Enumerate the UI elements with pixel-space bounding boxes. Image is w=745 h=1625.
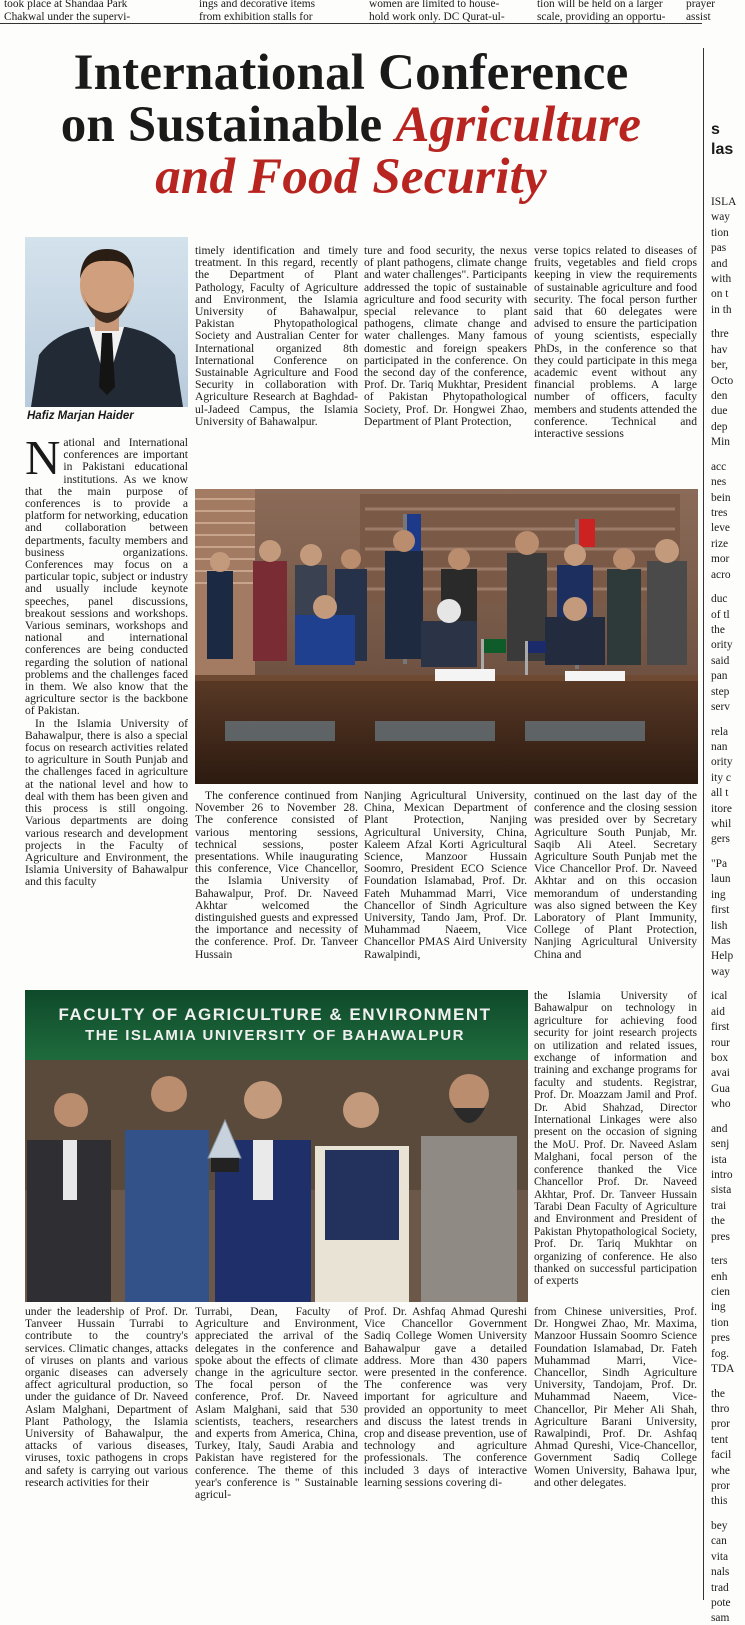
edge-fragment: senj: [711, 1138, 730, 1151]
column-1-mid: [25, 776, 188, 986]
author-caption: Hafiz Marjan Haider: [27, 410, 134, 422]
edge-fragment: mor: [711, 553, 730, 566]
article-headline: [0, 47, 702, 203]
edge-fragment: sista: [711, 1184, 732, 1197]
award-photo: [25, 990, 528, 1302]
edge-fragment: ity c: [711, 771, 731, 784]
edge-fragment: this: [711, 1495, 728, 1508]
edge-fragment: duc: [711, 593, 728, 606]
edge-fragment: first: [711, 1021, 730, 1034]
edge-fragment: pan: [711, 670, 728, 683]
edge-fragment: tion: [711, 226, 729, 239]
edge-fragment: bein: [711, 491, 731, 504]
edge-fragment: gers: [711, 833, 730, 846]
edge-fragment: tres: [711, 507, 728, 519]
column-1-bottom: under the leadership of Prof. Dr. Tanveer Hussain Turrabi to contribute to the country's services. Climatic changes, attacks of viruses on plants and various organic diseases can adversely affect agricultural production, so under the guidance of Dr. Naveed Aslam Malghani, Department of Plant Pathology, the Islamia University of Bahawalpur, the attacks of various diseases, viruses, toxic pathogens in crops and safety is carrying out various research activities for their: [25, 1305, 188, 1489]
edge-fragment: acc: [711, 460, 727, 473]
edge-fragment: the: [711, 624, 725, 636]
edge-fragment: ber,: [711, 359, 728, 372]
edge-fragment: avai: [711, 1067, 730, 1080]
edge-fragment: pas: [711, 242, 727, 255]
edge-fragment: ters: [711, 1255, 728, 1268]
edge-fragment: the: [711, 1387, 725, 1400]
edge-fragment: tion: [711, 1316, 729, 1329]
edge-fragment: bey: [711, 1520, 728, 1532]
edge-fragment: all t: [711, 787, 729, 800]
edge-fragment: first: [711, 904, 730, 917]
edge-fragment: hav: [711, 343, 728, 356]
edge-fragment: pres: [711, 1230, 730, 1243]
column-4-top: verse topics related to diseases of fruits, vegetables and field crops keeping in view the requirements of sustainable agriculture and food security. The focal person further said that 60 delegates were advised to ensure the participation of young scientists, especially PhDs, in the conference so that they could participate in this mega academic event without any financial problems. A large number of officers, faculty members and students attended the conference. Technical and interactive sessions: [534, 244, 697, 441]
edge-fragment: step: [711, 685, 730, 698]
edge-fragment: pror: [711, 1480, 730, 1492]
column-4-mid: continued on the last day of the conference and the closing session was presided over by Secretary Agriculture South Punjab, Mr. Saqib Ali Ateel. Secretary Agriculture South Punjab met the Vice Chancellor Prof. Dr. Naveed Akhtar and on this occasion memorandum of understanding was also signed between the Key Laboratory of Plant Immunity, College of Plant Protection, Nanjing Agricultural University China and: [534, 789, 697, 961]
adjacent-story-edge: s las ISLA way tion pas and with on t in th thre hav ber, Octo den due dep Min acc nes bein tres leve rize mor acro duc of tl the ority said pan step serv rela nan ority ity c all t itore whil gers "Pa laun ing first lish Mas Help way ical aid first rour box avai Gua who and senj ista intro sista trai the pres ters enh cien ing tion pres fog. TDA the thro pror tent facil whe pror this bey can vita nals trad pote sam: [711, 121, 737, 1625]
author-portrait-image: [25, 237, 188, 407]
edge-fragment: intro: [711, 1169, 733, 1181]
edge-fragment: with: [711, 273, 732, 285]
headline-line-1: International Conference: [73, 45, 629, 101]
column-2-mid: The conference continued from November 26 to November 28. The conference consisted of various mentoring sessions, technical sessions, poster presentations. While inaugurating this conference, Vice Chancellor, the Islamia University of Bahawalpur, Prof. Dr. Naveed Akhtar welcomed the distinguished guests and expressed the importance and necessity of the conference. Prof. Dr. Tanveer Hussain: [195, 789, 358, 961]
top-divider: [0, 23, 702, 24]
column-2-top: timely identification and timely treatment. In this regard, recently the Department of Plant Pathology, Faculty of Agriculture and Environment, the Islamia University of Bahawalpur, Pakistan Phytopathological Society and Australian Center for International organized 8th International Conference on Sustainable Agriculture and Food Security in collaboration with Agriculture Research at Baghdad-ul-Jadeed Campus, the Islamia University of Bahawalpur.: [195, 244, 358, 428]
headline-line-2: on Sustainable Agriculture: [60, 97, 642, 153]
column-3-mid: Nanjing Agricultural University, China, Mexican Department of Plant Protection, Nanjing Agricultural University, China, Kaleem Afzal Korti Agricultural Science, Manzoor Hussain Soomro, President ECO Science Foundation Islamabad, Prof. Dr. Fateh Muhammad Marri, Vice Chancellor of Sindh Agriculture University, Tando Jam, Prof. Dr. Muhammad Naeem, Vice Chancellor PMAS Aird University Rawalpindi,: [364, 789, 527, 961]
column-4-lower: the Islamia University of Bahawalpur on technology in agriculture for achieving food security for joint research projects on utilization and related issues, exchange of information and training and exchange programs for faculty and students. Registrar, Prof. Dr. Moazzam Jamil and Prof. Dr. Abid Shahzad, Director International Linkages were also present on the occasion of signing the MoU. Prof. Dr. Naveed Aslam Malghani, focal person of the conference thanked the Vice Chancellor Prof. Dr. Naveed Akhtar, Prof. Dr. Tanveer Hussain Tarabi Dean Faculty of Agriculture and Environment and President of Pakistan Phytopathological Society, Prof. Dr. Tariq Mukhtar on organizing of conference. He also thanked on successful participation of experts: [534, 990, 697, 1288]
edge-fragment: pote: [711, 1597, 731, 1609]
edge-fragment: ista: [711, 1153, 727, 1166]
headline-line-3: and Food Security: [155, 149, 547, 205]
edge-fragment: "Pa: [711, 858, 728, 870]
edge-fragment: ical: [711, 990, 728, 1003]
edge-fragment: den: [711, 390, 728, 402]
edge-fragment: Gua: [711, 1082, 730, 1095]
edge-fragment: pror: [711, 1418, 730, 1431]
banner-line-1: FACULTY OF AGRICULTURE & ENVIRONMENT: [58, 1005, 492, 1024]
column-3-top: ture and food security, the nexus of plant pathogens, climate change and water challenges". Participants addressed the topic of sustainable agriculture and food security with special relevance to plant pathogens, climate change and water challenges. Many famous domestic and foreign speakers participated in the conference. On the second day of the conference, Prof. Dr. Tariq Mukhtar, President of Pakistan Phytopathological Society, Prof. Dr. Hongwei Zhao, Department of Plant Protection,: [364, 244, 527, 428]
edge-fragment: on t: [711, 288, 729, 301]
edge-fragment: sam: [711, 1612, 730, 1625]
edge-fragment: in th: [711, 303, 732, 316]
edge-fragment: ority: [711, 756, 733, 769]
edge-fragment: tent: [711, 1433, 729, 1446]
edge-fragment: ing: [711, 888, 726, 901]
edge-fragment: facil: [711, 1449, 732, 1462]
drop-cap: N: [25, 430, 61, 485]
edge-fragment: nals: [711, 1566, 730, 1579]
edge-fragment: enh: [711, 1270, 728, 1283]
column-3-bottom: Prof. Dr. Ashfaq Ahmad Qureshi Vice Chancellor Government Sadiq College Women University Bahawalpur gave a detailed address. More than 430 papers were presented in the conference. The conference was very important for agriculture and provided an opportunity to meet and discuss the latest trends in crop and disease prevention, use of technology and agriculture professionals. The conference included 3 days of interactive learning sessions covering di-: [364, 1305, 527, 1489]
edge-fragment: rela: [711, 725, 729, 738]
intro-column: National and International conferences are important in Pakistani educational institutions. As we know that the main purpose of conferences is to provide a platform for networking, education and collaboration between departments, faculty members and business organizations. Conferences may focus on a particular topic, subject or industry and usually include keynote speeches, panel discussions, breakout sessions and workshops. Various seminars, workshops and national and international conferences are being conducted regarding the solution of national problems and the challenges faced in them. We also know that the agriculture sector is the backbone of Pakistan. In the Islamia University of Bahawalpur, there is also a special focus on research activities related to agriculture in South Punjab and the challenges faced in agriculture at the national level and how to deal with them has been given and this process is still ongoing. Various departments are doing various research and development projects in the Faculty of Agriculture and Environment, the Islamia University of Bahawalpur and this faculty: [25, 430, 188, 889]
edge-fragment: said: [711, 654, 730, 667]
edge-fragment: trad: [711, 1581, 729, 1594]
edge-fragment: due: [711, 405, 728, 418]
edge-fragment: lish: [711, 919, 728, 932]
edge-fragment: itore: [711, 802, 732, 815]
edge-fragment: pres: [711, 1332, 730, 1345]
edge-fragment: nes: [711, 476, 727, 489]
edge-fragment: Octo: [711, 374, 734, 387]
edge-fragment: box: [711, 1052, 729, 1064]
mou-signing-image: [195, 489, 698, 784]
edge-fragment: acro: [711, 568, 731, 581]
edge-fragment: rour: [711, 1036, 730, 1049]
previous-story-strip: took place at Shandaa Park Chakwal under the supervi- ings and decorative items from exhibition stalls for women are limited to house- hold work only. DC Qurat-ul- tion will be held on a larger scale, providing an opportu- prayer assist: [4, 0, 716, 23]
edge-fragment: ing: [711, 1301, 726, 1314]
edge-fragment: way: [711, 211, 730, 224]
edge-fragment: trai: [711, 1199, 727, 1212]
edge-fragment: of tl: [711, 608, 730, 621]
edge-fragment: ISLA: [711, 196, 737, 208]
edge-fragment: cien: [711, 1286, 730, 1298]
edge-fragment: fog.: [711, 1347, 730, 1360]
author-photo: [25, 237, 188, 407]
edge-fragment: leve: [711, 522, 730, 535]
edge-fragment: Help: [711, 950, 734, 963]
edge-fragment: vita: [711, 1550, 729, 1563]
edge-fragment: aid: [711, 1005, 725, 1018]
edge-fragment: can: [711, 1535, 727, 1548]
edge-fragment: ority: [711, 639, 733, 652]
edge-fragment: and: [711, 257, 728, 270]
edge-fragment: rize: [711, 537, 729, 550]
award-image: [25, 990, 528, 1302]
column-2-bottom: Turrabi, Dean, Faculty of Agriculture and Environment, appreciated the arrival of the delegates in the conference and spoke about the effects of climate change in the agriculture sector. The focal person of the conference, Prof. Dr. Naveed Aslam Malghani, said that 530 scientists, teachers, researchers and experts from America, China, Turkey, Italy, Saudi Arabia and Pakistan have registered for the conference. The theme of this year's conference is " Sustainable agricul-: [195, 1305, 358, 1502]
edge-fragment: the: [711, 1215, 725, 1228]
edge-fragment: serv: [711, 701, 730, 713]
column-4-bottom: from Chinese universities, Prof. Dr. Hongwei Zhao, Mr. Maxima, Manzoor Hussain Soomro Science Foundation Islamabad, Dr. Fateh Muhammad Marri, Vice-Chancellor, Sindh Agriculture University, Tandojam, Prof. Dr. Muhammad Naeem, Vice-Chancellor, Pir Meher Ali Shah, Agriculture Barani University, Rawalpindi, Prof. Dr. Ashfaq Ahmad Qureshi, Vice-Chancellor, Government Sadiq College Women University, Bahawa lpur, and other delegates.: [534, 1305, 697, 1489]
edge-fragment: way: [711, 965, 730, 978]
edge-fragment: nan: [711, 741, 728, 753]
mou-signing-photo: [195, 489, 698, 784]
edge-fragment: Min: [711, 436, 730, 449]
banner-line-2: THE ISLAMIA UNIVERSITY OF BAHAWALPUR: [85, 1027, 465, 1044]
edge-fragment: dep: [711, 420, 728, 433]
edge-fragment: whe: [711, 1464, 730, 1477]
edge-fragment: laun: [711, 873, 731, 886]
edge-fragment: whil: [711, 818, 732, 830]
edge-fragment: thro: [711, 1403, 730, 1415]
right-column-rule: [703, 48, 704, 1600]
edge-fragment: and: [711, 1122, 728, 1135]
edge-fragment: thre: [711, 328, 729, 341]
edge-fragment: TDA: [711, 1363, 735, 1375]
edge-fragment: who: [711, 1098, 731, 1111]
edge-fragment: Mas: [711, 935, 731, 947]
